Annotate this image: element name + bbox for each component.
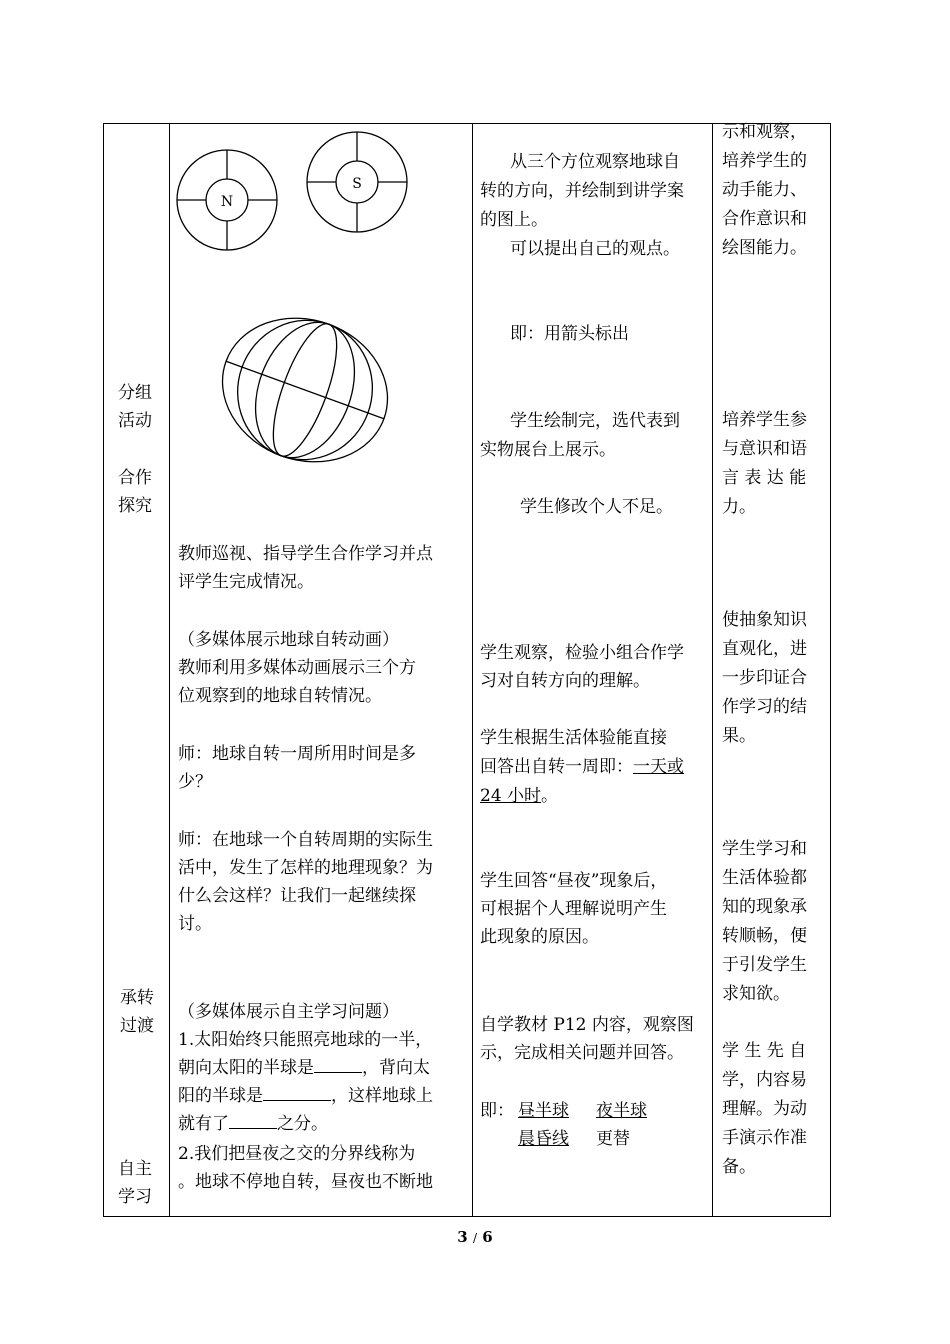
teacher-text: （多媒体展示自主学习问题） [178,1002,399,1022]
page-current: 3 [457,1228,468,1246]
earth-rotation-diagrams [170,130,470,480]
intent-text: 一步印证合 [722,668,807,688]
intent-text: 动手能力、 [722,180,807,200]
intent-text: 于引发学生 [722,955,807,975]
teacher-question: 师：在地球一个自转周期的实际生 [178,830,433,850]
intent-text: 手演示作准 [722,1128,807,1148]
answer-prefix: 即： [480,1101,514,1121]
stage-label-trans-2: 过渡 [120,1016,154,1036]
answer-blank [314,1054,362,1073]
student-text: 回答出自转一周即：一天或 [480,757,684,777]
stage-label-self-2: 学习 [118,1187,152,1207]
intent-text: 学生学习和 [722,839,807,859]
intent-text: 备。 [722,1157,756,1177]
intent-text: 合作意识和 [722,209,807,229]
answer-terminator: 晨昏线 [518,1129,569,1149]
stage-label-trans-1: 承转 [120,988,154,1008]
stage-label-coop-2: 探究 [118,496,152,516]
globe-diagram [202,295,408,480]
student-text: 自学教材 P12 内容，观察图 [480,1015,694,1035]
intent-text: 培养学生的 [722,151,807,171]
intent-text: 使抽象知识 [722,610,807,630]
student-text: 实物展台上展示。 [480,440,616,460]
teacher-text: 教师巡视、指导学生合作学习并点 [178,544,433,564]
teacher-text: （多媒体展示地球自转动画） [178,630,399,650]
question-1-text: 1.太阳始终只能照亮地球的一半， [178,1030,433,1050]
intent-text: 学 生 先 自 [722,1041,807,1061]
stage-label-coop-1: 合作 [118,468,152,488]
answer-underlined: 一天或 [633,757,684,777]
student-text: 此现象的原因。 [480,927,599,947]
teacher-text: 评学生完成情况。 [178,572,314,592]
student-text: 习对自转方向的理解。 [480,671,650,691]
page-total: 6 [482,1228,493,1246]
teacher-question: 活中，发生了怎样的地理现象？为 [178,858,433,878]
intent-text: 与意识和语 [722,439,807,459]
north-pole-label: N [220,194,234,210]
student-text: 24 小时。 [480,786,559,806]
student-text: 可以提出自己的观点。 [510,239,680,259]
answer-alternation: 更替 [596,1129,630,1149]
page-number [0,1228,950,1246]
intent-text: 理解。为动 [722,1099,807,1119]
question-2-text: 2.我们把昼夜之交的分界线称为 [178,1144,416,1164]
question-1-text: 阳的半球是 ，这样地球上 [178,1082,433,1111]
student-text: 学生修改个人不足。 [520,497,673,517]
column-divider-2 [472,124,473,1216]
teacher-text: 位观察到的地球自转情况。 [178,686,382,706]
answer-day-hemisphere: 昼半球 [518,1101,569,1121]
intent-text: 培养学生参 [722,410,807,430]
student-text: 学生根据生活体验能直接 [480,728,667,748]
stage-label-group-1: 分组 [118,383,152,403]
student-text: 学生绘制完，选代表到 [510,411,680,431]
question-1-text: 就有了 之分。 [178,1110,328,1139]
answer-blank [229,1110,277,1129]
intent-text: 直观化，进 [722,639,807,659]
intent-text: 转顺畅，便 [722,926,807,946]
teacher-text: 教师利用多媒体动画展示三个方 [178,658,416,678]
student-text: 转的方向，并绘制到讲学案 [480,181,684,201]
intent-text: 求知欲。 [722,984,790,1004]
student-text: 学生观察，检验小组合作学 [480,643,684,663]
intent-text: 果。 [722,726,756,746]
intent-text: 示和观察， [722,122,807,142]
intent-text: 力。 [722,497,756,517]
teacher-question: 少？ [178,772,212,792]
stage-label-self-1: 自主 [118,1159,152,1179]
intent-text: 作学习的结 [722,697,807,717]
intent-text: 知的现象承 [722,897,807,917]
stage-label-group-2: 活动 [118,411,152,431]
answer-night-hemisphere: 夜半球 [596,1101,647,1121]
answer-blank [263,1082,331,1101]
page-separator: / [472,1231,478,1245]
intent-text: 绘图能力。 [722,238,807,258]
student-text: 即：用箭头标出 [510,324,629,344]
student-text: 示，完成相关问题并回答。 [480,1043,684,1063]
south-pole-label: S [352,176,362,192]
teacher-question: 讨。 [178,914,212,934]
student-text: 的图上。 [480,210,548,230]
intent-text: 学，内容易 [722,1070,807,1090]
answer-underlined: 24 小时 [480,786,542,806]
student-text: 学生回答“昼夜”现象后， [480,871,668,891]
question-1-text: 朝向太阳的半球是 ，背向太 [178,1054,430,1083]
column-divider-3 [712,124,713,1216]
intent-text: 生活体验都 [722,868,807,888]
intent-text: 言 表 达 能 [722,468,807,488]
student-text: 从三个方位观察地球自 [510,152,680,172]
teacher-question: 师：地球自转一周所用时间是多 [178,744,416,764]
question-2-text: 。地球不停地自转，昼夜也不断地 [178,1172,433,1192]
student-text: 可根据个人理解说明产生 [480,899,667,919]
teacher-question: 什么会这样？让我们一起继续探 [178,886,416,906]
